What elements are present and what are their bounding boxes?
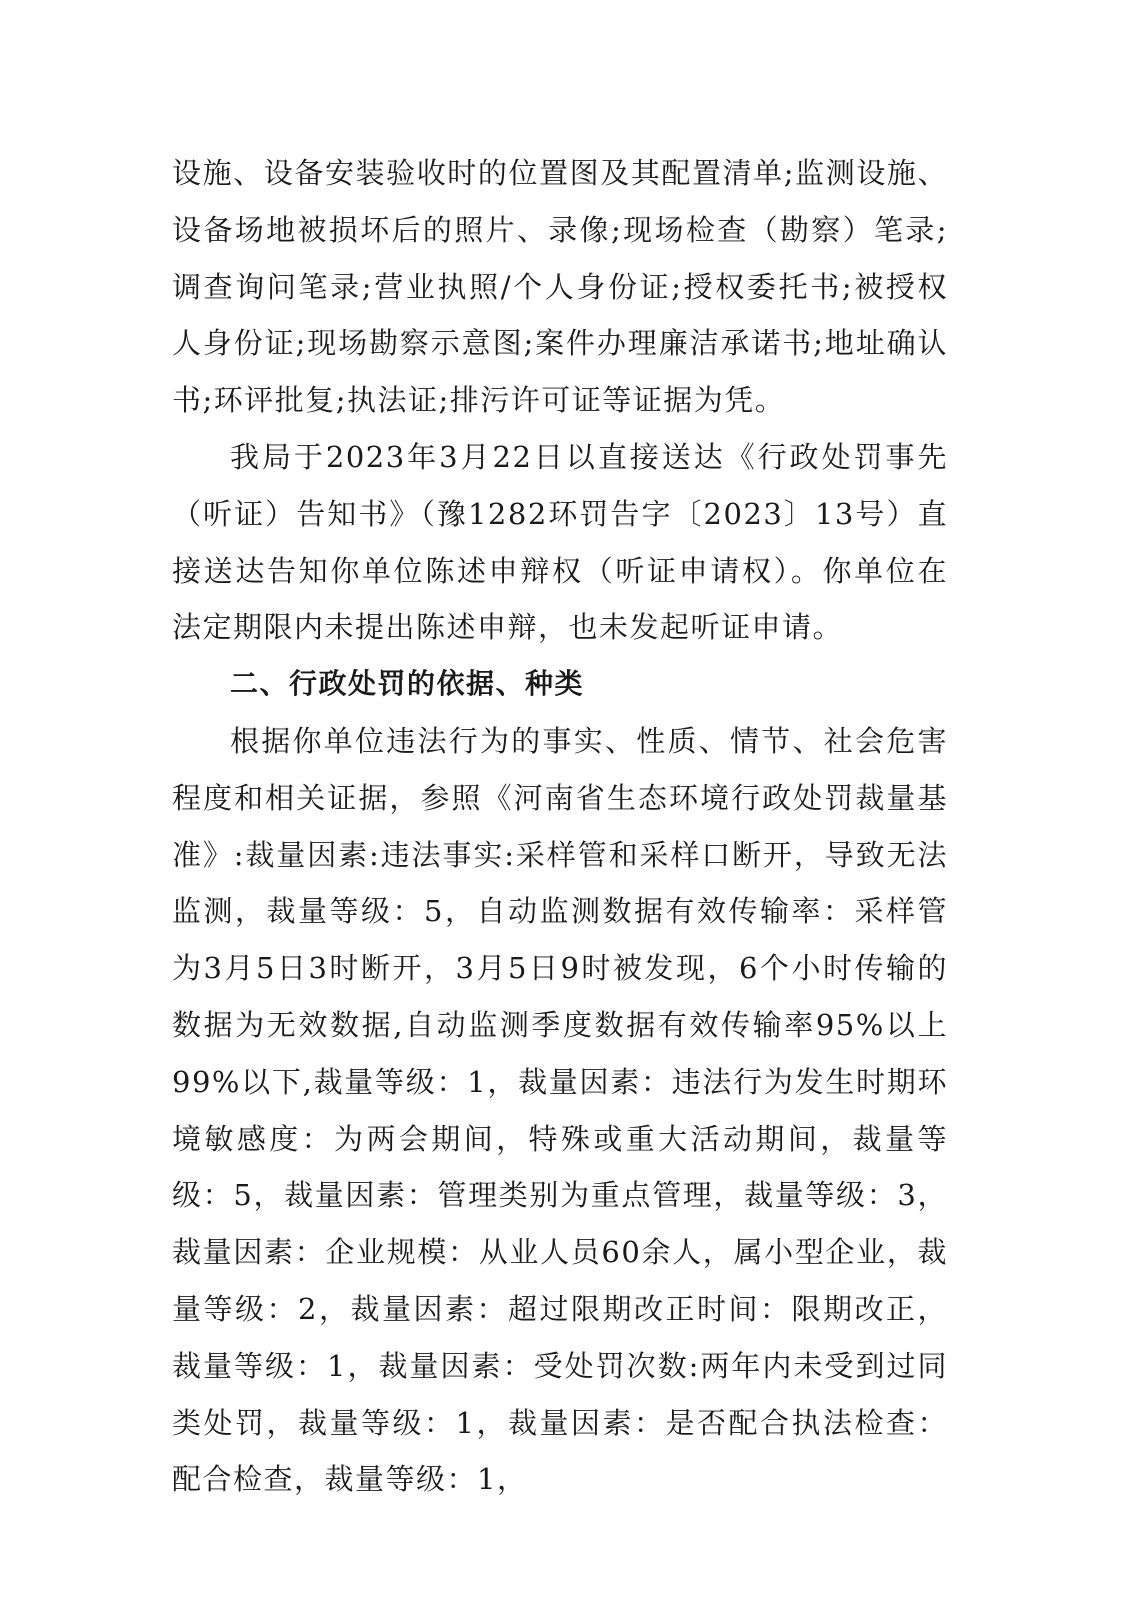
evidence-list-paragraph: 设施、设备安装验收时的位置图及其配置清单;监测设施、设备场地被损坏后的照片、录像;现场检查（勘察）笔录;调查询问笔录;营业执照/个人身份证;授权委托书;被授权人身份证;现场勘察示意图;案件办理廉洁承诺书;地址确认书;环评批复;执法证;排污许可证等证据为凭。	[172, 156, 948, 418]
discretion-factors-paragraph: 根据你单位违法行为的事实、性质、情节、社会危害程度和相关证据，参照《河南省生态环境行政处罚裁量基准》:裁量因素:违法事实:采样管和采样口断开，导致无法监测，裁量等级：5，自动监测数据有效传输率：采样管为3月5日3时断开，3月5日9时被发现，6个小时传输的数据为无效数据,自动监测季度数据有效传输率95%以上99%以下,裁量等级：1，裁量因素：违法行为发生时期环境敏感度：为两会期间，特殊或重大活动期间，裁量等级：5，裁量因素：管理类别为重点管理，裁量等级：3，裁量因素：企业规模：从业人员60余人，属小型企业，裁量等级：2，裁量因素：超过限期改正时间：限期改正，裁量等级：1，裁量因素：受处罚次数:两年内未受到过同类处罚，裁量等级：1，裁量因素：是否配合执法检查：配合检查，裁量等级：1，	[172, 723, 948, 1497]
notice-delivery-paragraph: 我局于2023年3月22日以直接送达《行政处罚事先（听证）告知书》（豫1282环罚告字〔2023〕13号）直接送达告知你单位陈述申辩权（听证申请权）。你单位在法定期限内未提出陈述申辩，也未发起听证申请。	[172, 439, 948, 645]
document-body	[172, 145, 948, 1508]
section-heading-penalty-basis: 二、行政处罚的依据、种类	[230, 667, 585, 701]
